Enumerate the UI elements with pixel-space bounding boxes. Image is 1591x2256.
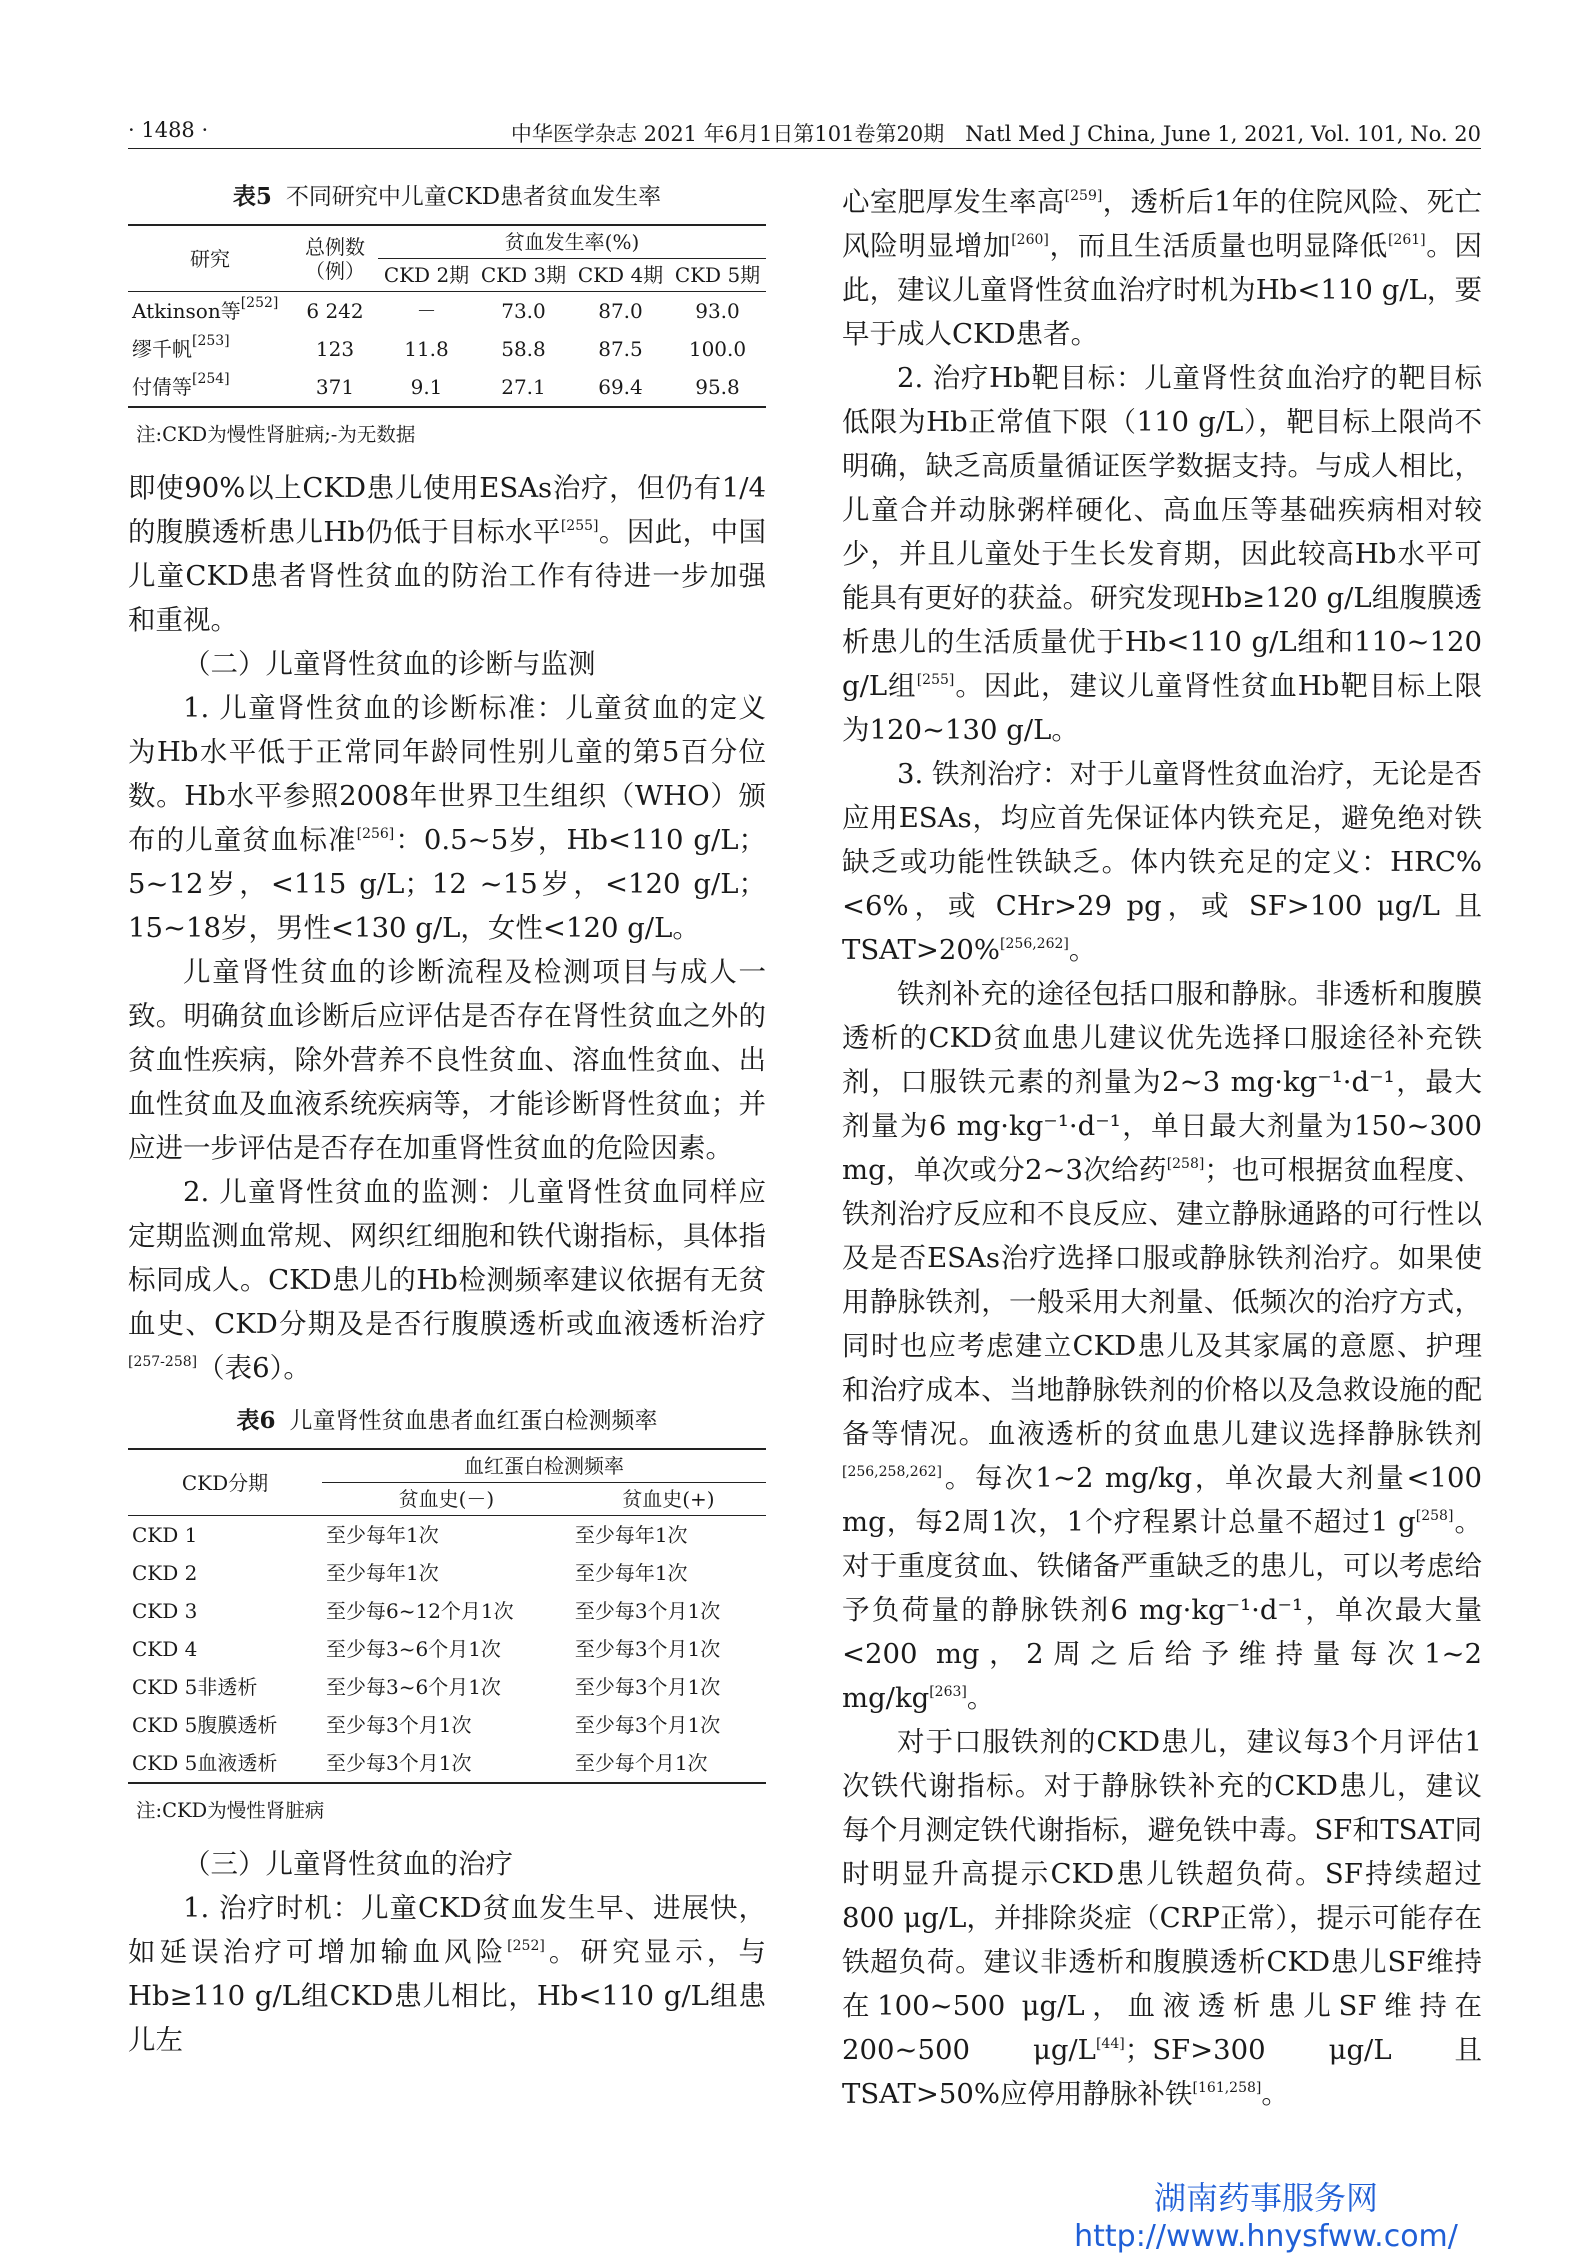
table-row xyxy=(128,1630,766,1668)
table-row xyxy=(128,1706,766,1744)
table5-cell: 87.5 xyxy=(598,337,643,361)
table5-cell: － xyxy=(416,299,437,323)
journal-citation: 中华医学杂志 2021 年6月1日第101卷第20期 Natl Med J China, June 1, 2021, Vol. 101, No. 20 xyxy=(510,122,1481,146)
table5-title: 不同研究中儿童CKD患者贫血发生率 xyxy=(285,184,662,210)
table6-col-freq: 血红蛋白检测频率 xyxy=(322,1449,766,1483)
table-row xyxy=(128,292,766,331)
table5-col-rate: 贫血发生率(%) xyxy=(378,225,766,259)
paragraph: 1. 儿童肾性贫血的诊断标准：儿童贫血的定义为Hb水平低于正常同年龄同性别儿童的第5百分位数。Hb水平参照2008年世界卫生组织（WHO）颁布的儿童贫血标准[256]：0.5~5岁，Hb<110 g/L；5~12岁，<115 g/L；12 ~15岁，<120 g/L；15~18岁，男性<130 g/L，女性<120 g/L。 xyxy=(128,692,767,944)
paragraph: 2. 治疗Hb靶目标：儿童肾性贫血治疗的靶目标低限为Hb正常值下限（110 g/L），靶目标上限尚不明确，缺乏高质量循证医学数据支持。与成人相比，儿童合并动脉粥样硬化、高血压等基础疾病相对较少，并且儿童处于生长发育期，因此较高Hb水平可能具有更好的获益。研究发现Hb≥120 g/L组腹膜透析患儿的生活质量优于Hb<110 g/L组和110~120 g/L组[255]。因此，建议儿童肾性贫血Hb靶目标上限为120~130 g/L。 xyxy=(842,362,1482,746)
table6-stage: CKD 5腹膜透析 xyxy=(132,1713,278,1737)
table5-cell: 11.8 xyxy=(404,337,449,361)
page-header xyxy=(128,112,1481,149)
table5-col-total: 总例数（例） xyxy=(292,225,378,292)
paragraph: 2. 儿童肾性贫血的监测：儿童肾性贫血同样应定期监测血常规、网织红细胞和铁代谢指标，具体指标同成人。CKD患儿的Hb检测频率建议依据有无贫血史、CKD分期及是否行腹膜透析或血液透析治疗[257-258]（表6）。 xyxy=(128,1176,766,1384)
table5-note: 注:CKD为慢性肾脏病;-为无数据 xyxy=(136,423,416,446)
table5-study: 缪千帆[253] xyxy=(132,333,230,361)
table6-title: 儿童肾性贫血患者血红蛋白检测频率 xyxy=(289,1408,658,1434)
paragraph: 1. 治疗时机：儿童CKD贫血发生早、进展快，如延误治疗可增加输血风险[252]。研究显示，与Hb≥110 g/L组CKD患儿相比，Hb<110 g/L组患儿左 xyxy=(128,1892,767,2056)
table-row xyxy=(128,368,766,407)
table6 xyxy=(128,1448,766,1784)
table5-total: 371 xyxy=(315,375,355,399)
paragraph: 儿童肾性贫血的诊断流程及检测项目与成人一致。明确贫血诊断后应评估是否存在肾性贫血之外的贫血性疾病，除外营养不良性贫血、溶血性贫血、出血性贫血及血液系统疾病等，才能诊断肾性贫血；并应进一步评估是否存在加重肾性贫血的危险因素。 xyxy=(128,956,766,1164)
table6-cell: 至少每3个月1次 xyxy=(326,1751,472,1775)
watermark xyxy=(1056,2178,1476,2256)
table5-study: 付倩等[254] xyxy=(132,371,230,399)
table6-cell: 至少每3个月1次 xyxy=(574,1675,721,1699)
table6-col-pos: 贫血史(+) xyxy=(571,1483,766,1516)
table5-cell: 100.0 xyxy=(688,337,747,361)
table5-stage-header: CKD 4期 xyxy=(572,259,669,292)
table6-cell: 至少每年1次 xyxy=(326,1561,439,1585)
table5-stage-header: CKD 2期 xyxy=(378,259,475,292)
table-row xyxy=(128,330,766,368)
section-heading: （二）儿童肾性贫血的诊断与监测 xyxy=(183,648,596,680)
table5-total: 6 242 xyxy=(306,299,364,323)
table5-stage-header: CKD 5期 xyxy=(669,259,766,292)
paragraph: 心室肥厚发生率高[259]，透析后1年的住院风险、死亡风险明显增加[260]，而且生活质量也明显降低[261]。因此，建议儿童肾性贫血治疗时机为Hb<110 g/L，要早于成人CKD患者。 xyxy=(842,186,1483,350)
table5-col-study: 研究 xyxy=(128,225,292,292)
table6-note: 注:CKD为慢性肾脏病 xyxy=(136,1799,325,1822)
table-row xyxy=(128,1592,766,1630)
right-column xyxy=(842,180,1482,2116)
table6-col-stage: CKD分期 xyxy=(128,1449,322,1516)
paragraph: 对于口服铁剂的CKD患儿，建议每3个月评估1次铁代谢指标。对于静脉铁补充的CKD患儿，建议每个月测定铁代谢指标，避免铁中毒。SF和TSAT同时明显升高提示CKD患儿铁超负荷。SF持续超过800 μg/L，并排除炎症（CRP正常），提示可能存在铁超负荷。建议非透析和腹膜透析CKD患儿SF维持在100~500 μg/L，血液透析患儿SF维持在200~500 μg/L[44]；SF>300 μg/L 且 TSAT>50%应停用静脉补铁[161,258]。 xyxy=(842,1726,1483,2110)
table6-cell: 至少每3个月1次 xyxy=(574,1599,721,1623)
table6-cell: 至少每3~6个月1次 xyxy=(326,1675,501,1699)
table5-cell: 58.8 xyxy=(501,337,546,361)
table-row xyxy=(128,1744,766,1783)
paragraph: 即使90%以上CKD患儿使用ESAs治疗，但仍有1/4的腹膜透析患儿Hb仍低于目标水平[255]。因此，中国儿童CKD患者肾性贫血的防治工作有待进一步加强和重视。 xyxy=(128,472,766,636)
table5-cell: 73.0 xyxy=(501,299,546,323)
table6-stage: CKD 2 xyxy=(132,1561,198,1585)
table6-stage: CKD 1 xyxy=(132,1523,198,1547)
table5-stage-header: CKD 3期 xyxy=(475,259,572,292)
watermark-url[interactable]: http://www.hnysfww.com/ xyxy=(1074,2219,1458,2254)
table6-stage: CKD 5非透析 xyxy=(132,1675,258,1699)
table6-cell: 至少每3个月1次 xyxy=(574,1713,721,1737)
table5-cell: 95.8 xyxy=(695,375,740,399)
table6-stage: CKD 4 xyxy=(132,1637,198,1661)
table6-cell: 至少每年1次 xyxy=(326,1523,439,1547)
table5-total: 123 xyxy=(315,337,355,361)
table-row xyxy=(128,1554,766,1592)
table6-col-neg: 贫血史(－) xyxy=(322,1483,571,1516)
table6-label: 表6 xyxy=(236,1407,276,1434)
table5 xyxy=(128,224,766,408)
table-row xyxy=(128,1668,766,1706)
table5-caption xyxy=(128,180,766,214)
left-column xyxy=(128,180,766,2062)
table5-label: 表5 xyxy=(232,183,272,210)
table5-cell: 9.1 xyxy=(410,375,443,399)
watermark-name: 湖南药事服务网 xyxy=(1153,2179,1378,2217)
table6-cell: 至少每6~12个月1次 xyxy=(326,1599,514,1623)
table6-cell: 至少每3~6个月1次 xyxy=(326,1637,501,1661)
paragraph: 铁剂补充的途径包括口服和静脉。非透析和腹膜透析的CKD贫血患儿建议优先选择口服途径补充铁剂，口服铁元素的剂量为2~3 mg·kg⁻¹·d⁻¹，最大剂量为6 mg·kg⁻¹·d⁻¹，单日最大剂量为150~300 mg，单次或分2~3次给药[258]；也可根据贫血程度、铁剂治疗反应和不良反应、建立静脉通路的可行性以及是否ESAs治疗选择口服或静脉铁剂治疗。如果使用静脉铁剂，一般采用大剂量、低频次的治疗方式，同时也应考虑建立CKD患儿及其家属的意愿、护理和治疗成本、当地静脉铁剂的价格以及急救设施的配备等情况。血液透析的贫血患儿建议选择静脉铁剂[256,258,262]。每次1~2 mg/kg，单次最大剂量<100 mg，每2周1次，1个疗程累计总量不超过1 g[258]。对于重度贫血、铁储备严重缺乏的患儿，可以考虑给予负荷量的静脉铁剂6 mg·kg⁻¹·d⁻¹，单次最大量<200 mg，2周之后给予维持量每次1~2 mg/kg[263]。 xyxy=(842,978,1483,1714)
table6-stage: CKD 5血液透析 xyxy=(132,1751,278,1775)
table6-stage: CKD 3 xyxy=(132,1599,198,1623)
table6-cell: 至少每年1次 xyxy=(574,1561,688,1585)
table5-cell: 27.1 xyxy=(501,375,546,399)
table-row xyxy=(128,1516,766,1555)
table6-caption xyxy=(128,1404,766,1438)
table6-cell: 至少每年1次 xyxy=(574,1523,688,1547)
table5-cell: 93.0 xyxy=(695,299,740,323)
table5-cell: 69.4 xyxy=(598,375,643,399)
table5-cell: 87.0 xyxy=(598,299,643,323)
paragraph: 3. 铁剂治疗：对于儿童肾性贫血治疗，无论是否应用ESAs，均应首先保证体内铁充足，避免绝对铁缺乏或功能性铁缺乏。体内铁充足的定义：HRC%<6%，或 CHr>29 pg，或 SF>100 μg/L 且 TSAT>20%[256,262]。 xyxy=(842,758,1482,966)
section-heading: （三）儿童肾性贫血的治疗 xyxy=(183,1848,513,1880)
table5-study: Atkinson等[252] xyxy=(132,295,279,323)
table6-cell: 至少每个月1次 xyxy=(574,1751,708,1775)
table6-cell: 至少每3个月1次 xyxy=(326,1713,472,1737)
table6-cell: 至少每3个月1次 xyxy=(574,1637,721,1661)
page-number: · 1488 · xyxy=(128,118,209,142)
